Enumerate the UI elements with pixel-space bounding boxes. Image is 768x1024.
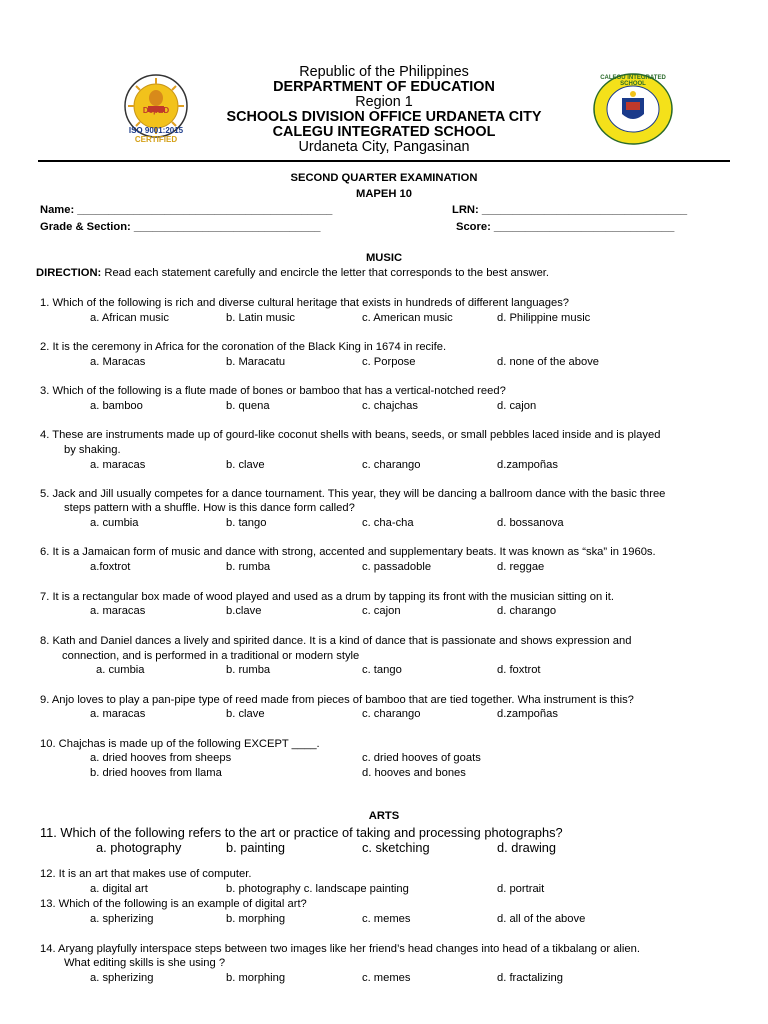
arts-heading: ARTS <box>368 810 400 822</box>
question-10: 10. Chajchas is made up of the following EXCEPT ____. <box>40 738 320 750</box>
q14-option-c[interactable]: c. memes <box>362 972 411 984</box>
q13-option-a[interactable]: a. spherizing <box>90 913 154 925</box>
question-3: 3. Which of the following is a flute made of bones or bamboo that has a vertical-notched reed? <box>40 385 506 397</box>
direction-label: DIRECTION: <box>36 267 102 279</box>
q3-option-a[interactable]: a. bamboo <box>90 400 143 412</box>
q2-option-c[interactable]: c. Porpose <box>362 356 416 368</box>
left-logo-cert: CERTIFIED <box>134 135 178 144</box>
q5-option-a[interactable]: a. cumbia <box>90 517 139 529</box>
question-2: 2. It is the ceremony in Africa for the coronation of the Black King in 1674 in recife. <box>40 341 447 353</box>
q1-option-c[interactable]: c. American music <box>362 312 453 324</box>
q1-option-d[interactable]: d. Philippine music <box>497 312 591 324</box>
question-14-continued: What editing skills is she using ? <box>64 957 226 969</box>
q11-option-c[interactable]: c. sketching <box>362 840 430 855</box>
header-republic: Republic of the Philippines <box>299 64 469 80</box>
question-8: 8. Kath and Daniel dances a lively and spirited dance. It is a kind of dance that is passionate and shows expression and <box>40 635 632 647</box>
left-logo-iso: ISO 9001:2015 <box>128 126 184 135</box>
q9-option-d[interactable]: d.zampoñas <box>497 708 558 720</box>
header-department: DERPARTMENT OF EDUCATION <box>273 79 495 95</box>
question-6: 6. It is a Jamaican form of music and dance with strong, accented and supplementary beats. It was known as “ska” in 1960s. <box>40 546 656 558</box>
q9-option-a[interactable]: a. maracas <box>90 708 146 720</box>
direction <box>36 267 549 279</box>
q13-option-d[interactable]: d. all of the above <box>497 913 586 925</box>
header-division: SCHOOLS DIVISION OFFICE URDANETA CITY <box>226 109 542 125</box>
question-11: 11. Which of the following refers to the art or practice of taking and processing photographs? <box>40 825 563 840</box>
q9-option-c[interactable]: c. charango <box>362 708 421 720</box>
q10-option-c[interactable]: c. dried hooves of goats <box>362 752 481 764</box>
q10-option-d[interactable]: d. hooves and bones <box>362 767 466 779</box>
question-4-continued: by shaking. <box>64 444 121 456</box>
q8-option-d[interactable]: d. foxtrot <box>497 664 541 676</box>
q4-option-d[interactable]: d.zampoñas <box>497 459 558 471</box>
direction-text: Read each statement carefully and encircle the letter that corresponds to the best answer. <box>101 267 550 279</box>
exam-title: SECOND QUARTER EXAMINATION <box>290 172 478 184</box>
q6-option-d[interactable]: d. reggae <box>497 561 545 573</box>
question-4: 4. These are instruments made up of gourd-like coconut shells with beans, seeds, or small pebbles laced inside and is played <box>40 429 661 441</box>
question-5-continued: steps pattern with a shuffle. How is this dance form called? <box>64 502 355 514</box>
q6-option-b[interactable]: b. rumba <box>226 561 271 573</box>
q14-option-a[interactable]: a. spherizing <box>90 972 154 984</box>
q7-option-a[interactable]: a. maracas <box>90 605 146 617</box>
q5-option-c[interactable]: c. cha-cha <box>362 517 414 529</box>
question-5: 5. Jack and Jill usually competes for a dance tournament. This year, they will be dancing a ballroom dance with the basic three <box>40 488 666 500</box>
q11-option-a[interactable]: a. photography <box>96 840 182 855</box>
header-region: Region 1 <box>355 94 413 110</box>
question-7: 7. It is a rectangular box made of wood played and used as a drum by tapping its front with the musician sitting on it. <box>40 591 614 603</box>
q4-option-b[interactable]: b. clave <box>226 459 265 471</box>
q3-option-d[interactable]: d. cajon <box>497 400 537 412</box>
q14-option-d[interactable]: d. fractalizing <box>497 972 563 984</box>
header-divider <box>38 160 730 162</box>
q8-option-a[interactable]: a. cumbia <box>96 664 145 676</box>
header-school: CALEGU INTEGRATED SCHOOL <box>272 124 496 140</box>
q12-option-a[interactable]: a. digital art <box>90 883 148 895</box>
q3-option-b[interactable]: b. quena <box>226 400 270 412</box>
left-logo-text: DepED <box>142 106 170 115</box>
q10-option-b[interactable]: b. dried hooves from llama <box>90 767 222 779</box>
q5-option-d[interactable]: d. bossanova <box>497 517 564 529</box>
grade-section-field[interactable]: Grade & Section: ______________________________ <box>40 221 321 233</box>
q3-option-c[interactable]: c. chajchas <box>362 400 418 412</box>
q2-option-b[interactable]: b. Maracatu <box>226 356 286 368</box>
q2-option-a[interactable]: a. Maracas <box>90 356 146 368</box>
question-9: 9. Anjo loves to play a pan-pipe type of reed made from pieces of bamboo that are tied together. Wha instrument is this? <box>40 694 634 706</box>
question-14: 14. Aryang playfully interspace steps between two images like her friend’s head changes into head of a tikbalang or alien. <box>40 943 640 955</box>
q12-option-b[interactable]: b. photography c. landscape painting <box>226 883 409 895</box>
q7-option-c[interactable]: c. cajon <box>362 605 401 617</box>
q12-option-d[interactable]: d. portrait <box>497 883 545 895</box>
name-field[interactable]: Name: _________________________________________ <box>40 204 333 216</box>
q11-option-b[interactable]: b. painting <box>226 840 286 855</box>
q13-option-b[interactable]: b. morphing <box>226 913 286 925</box>
q10-option-a[interactable]: a. dried hooves from sheeps <box>90 752 232 764</box>
header-location: Urdaneta City, Pangasinan <box>298 139 470 155</box>
q4-option-a[interactable]: a. maracas <box>90 459 146 471</box>
q4-option-c[interactable]: c. charango <box>362 459 421 471</box>
q14-option-b[interactable]: b. morphing <box>226 972 286 984</box>
q2-option-d[interactable]: d. none of the above <box>497 356 600 368</box>
q13-option-c[interactable]: c. memes <box>362 913 411 925</box>
q8-option-b[interactable]: b. rumba <box>226 664 271 676</box>
question-13: 13. Which of the following is an example of digital art? <box>40 898 307 910</box>
q1-option-a[interactable]: a. African music <box>90 312 169 324</box>
q6-option-c[interactable]: c. passadoble <box>362 561 432 573</box>
q7-option-b[interactable]: b.clave <box>226 605 262 617</box>
q5-option-b[interactable]: b. tango <box>226 517 267 529</box>
q1-option-b[interactable]: b. Latin music <box>226 312 296 324</box>
q6-option-a[interactable]: a.foxtrot <box>90 561 131 573</box>
lrn-field[interactable]: LRN: _________________________________ <box>452 204 688 216</box>
question-1: 1. Which of the following is rich and diverse cultural heritage that exists in hundreds of different languages? <box>40 297 570 309</box>
q9-option-b[interactable]: b. clave <box>226 708 265 720</box>
q7-option-d[interactable]: d. charango <box>497 605 557 617</box>
music-heading: MUSIC <box>365 252 403 264</box>
question-12: 12. It is an art that makes use of computer. <box>40 868 252 880</box>
right-logo-text: CALEGU INTEGRATED SCHOOL <box>600 75 666 87</box>
q8-option-c[interactable]: c. tango <box>362 664 402 676</box>
score-field[interactable]: Score: _____________________________ <box>456 221 675 233</box>
q11-option-d[interactable]: d. drawing <box>497 840 557 855</box>
exam-subject: MAPEH 10 <box>356 188 412 200</box>
question-8-continued: connection, and is performed in a traditional or modern style <box>62 650 360 662</box>
